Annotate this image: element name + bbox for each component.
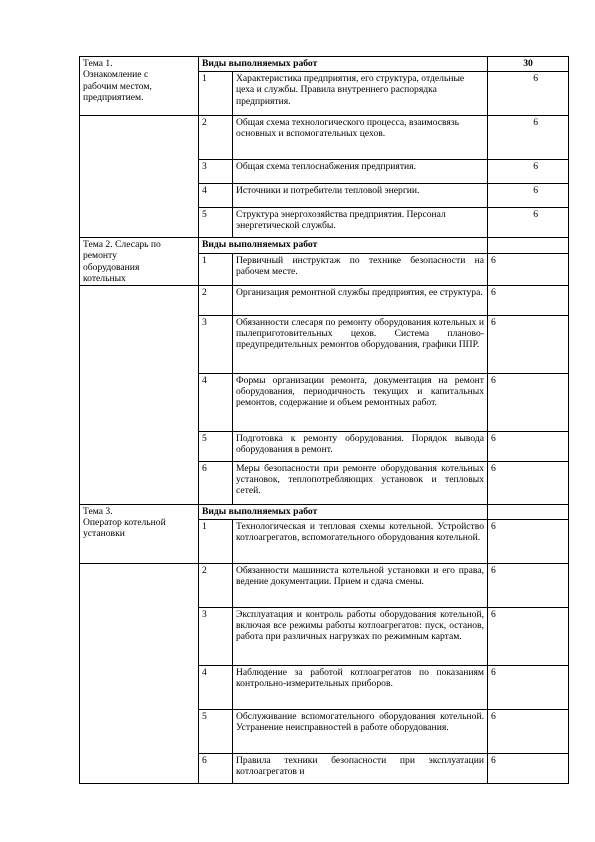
section-label: Виды выполняемых работ (199, 238, 488, 254)
section-label: Виды выполняемых работ (199, 57, 488, 72)
row-text: Обязанности машиниста котельной установки и его права, ведение документации. Прием и сдача смены. (233, 563, 488, 607)
theme-3-header-row (80, 504, 569, 519)
row-text: Формы организации ремонта, документация на ремонт оборудования, периодичность текущих и капитальных ремонтов, содержание и объем ремонтных работ. (233, 373, 488, 431)
row-hours: 6 (488, 607, 569, 665)
row-number: 4 (199, 184, 233, 208)
theme-1-title-line: предприятием. (83, 92, 144, 104)
table-row (80, 431, 569, 461)
row-number: 5 (199, 208, 233, 238)
row-hours: 6 (488, 184, 569, 208)
row-text: Технологическая и тепловая схемы котельной. Устройство котлоагрегатов, вспомогательного оборудования котельной. (233, 519, 488, 563)
theme-2-title-line: ремонту (83, 250, 117, 262)
row-text: Общая схема теплоснабжения предприятия. (233, 160, 488, 184)
table-row (80, 665, 569, 709)
row-number: 5 (199, 431, 233, 461)
row-hours: 6 (488, 208, 569, 238)
total-hours: 30 (488, 57, 569, 72)
table-row (80, 373, 569, 431)
theme-3-title-cell (80, 504, 199, 563)
row-number: 3 (199, 607, 233, 665)
row-number: 6 (199, 753, 233, 783)
row-text: Обслуживание вспомогательного оборудования котельной. Устранение неисправностей в работе оборудования. (233, 709, 488, 753)
table-row (80, 315, 569, 373)
theme-3-title-line: установки (83, 528, 125, 540)
theme-2-header-row (80, 238, 569, 254)
row-hours: 6 (488, 563, 569, 607)
theme-2-title-line: оборудования (83, 261, 140, 273)
row-text: Меры безопасности при ремонте оборудования котельных установок, теплопотребляющих установок и тепловых сетей. (233, 461, 488, 504)
row-number: 1 (199, 519, 233, 563)
table-row (80, 607, 569, 665)
row-number: 5 (199, 709, 233, 753)
theme-1-title-line: Тема 1. (83, 58, 113, 69)
row-number: 6 (199, 461, 233, 504)
table-row (80, 285, 569, 315)
table-row (80, 563, 569, 607)
row-hours: 6 (488, 373, 569, 431)
row-hours: 6 (488, 519, 569, 563)
row-text: Источники и потребители тепловой энергии. (233, 184, 488, 208)
theme-1-title-line: Ознакомление с (83, 69, 149, 81)
row-number: 3 (199, 160, 233, 184)
row-number: 2 (199, 563, 233, 607)
theme-3-title-line: Оператор котельной (83, 517, 166, 529)
row-text: Характеристика предприятия, его структура, отдельные цеха и службы. Правила внутреннего распорядка предприятия. (233, 72, 488, 116)
table-row (80, 461, 569, 504)
table-row (80, 753, 569, 783)
row-hours: 6 (488, 709, 569, 753)
row-hours: 6 (488, 72, 569, 116)
row-number: 3 (199, 315, 233, 373)
row-text: Организация ремонтной службы предприятия, ее структура. (233, 285, 488, 315)
practice-plan-table (79, 56, 569, 784)
table-row (80, 208, 569, 238)
table-row (80, 116, 569, 160)
section-label: Виды выполняемых работ (199, 504, 488, 519)
row-number: 4 (199, 665, 233, 709)
table-row (80, 160, 569, 184)
theme-1-header-row (80, 57, 569, 72)
table-row (80, 184, 569, 208)
row-hours: 6 (488, 116, 569, 160)
theme-2-title-line: Тема 2. Слесарь по (83, 239, 161, 250)
theme-2-title-line: котельных (83, 273, 126, 285)
row-text: Обязанности слесаря по ремонту оборудования котельных и пылеприготовительных цехов. Система планово-предупредительных ремонтов оборудования, графики ППР. (233, 315, 488, 373)
theme-1-title-cell (80, 57, 199, 116)
row-number: 2 (199, 116, 233, 160)
row-number: 1 (199, 253, 233, 285)
row-hours: 6 (488, 431, 569, 461)
table-row (80, 709, 569, 753)
row-text: Подготовка к ремонту оборудования. Порядок вывода оборудования в ремонт. (233, 431, 488, 461)
row-hours: 6 (488, 160, 569, 184)
row-text: Общая схема технологического процесса, взаимосвязь основных и вспомогательных цехов. (233, 116, 488, 160)
row-number: 2 (199, 285, 233, 315)
row-hours: 6 (488, 753, 569, 783)
row-hours: 6 (488, 285, 569, 315)
row-text: Первичный инструктаж по технике безопасности на рабочем месте. (233, 253, 488, 285)
theme-1-title-line: рабочим местом, (83, 80, 152, 92)
row-hours: 6 (488, 253, 569, 285)
row-text: Правила техники безопасности при эксплуатации котлоагрегатов и (233, 753, 488, 783)
theme-2-title-cell (80, 238, 199, 286)
row-text: Структура энергохозяйства предприятия. Персонал энергетической службы. (233, 208, 488, 238)
row-number: 4 (199, 373, 233, 431)
row-hours: 6 (488, 461, 569, 504)
row-text: Эксплуатация и контроль работы оборудования котельной, включая все режимы работы котлоагрегатов: пуск, останов, работа при различных нагрузках по режимным картам. (233, 607, 488, 665)
row-number: 1 (199, 72, 233, 116)
row-text: Наблюдение за работой котлоагрегатов по показаниям контрольно-измерительных приборов. (233, 665, 488, 709)
row-hours: 6 (488, 665, 569, 709)
row-hours: 6 (488, 315, 569, 373)
theme-3-title-line: Тема 3. (83, 505, 113, 517)
